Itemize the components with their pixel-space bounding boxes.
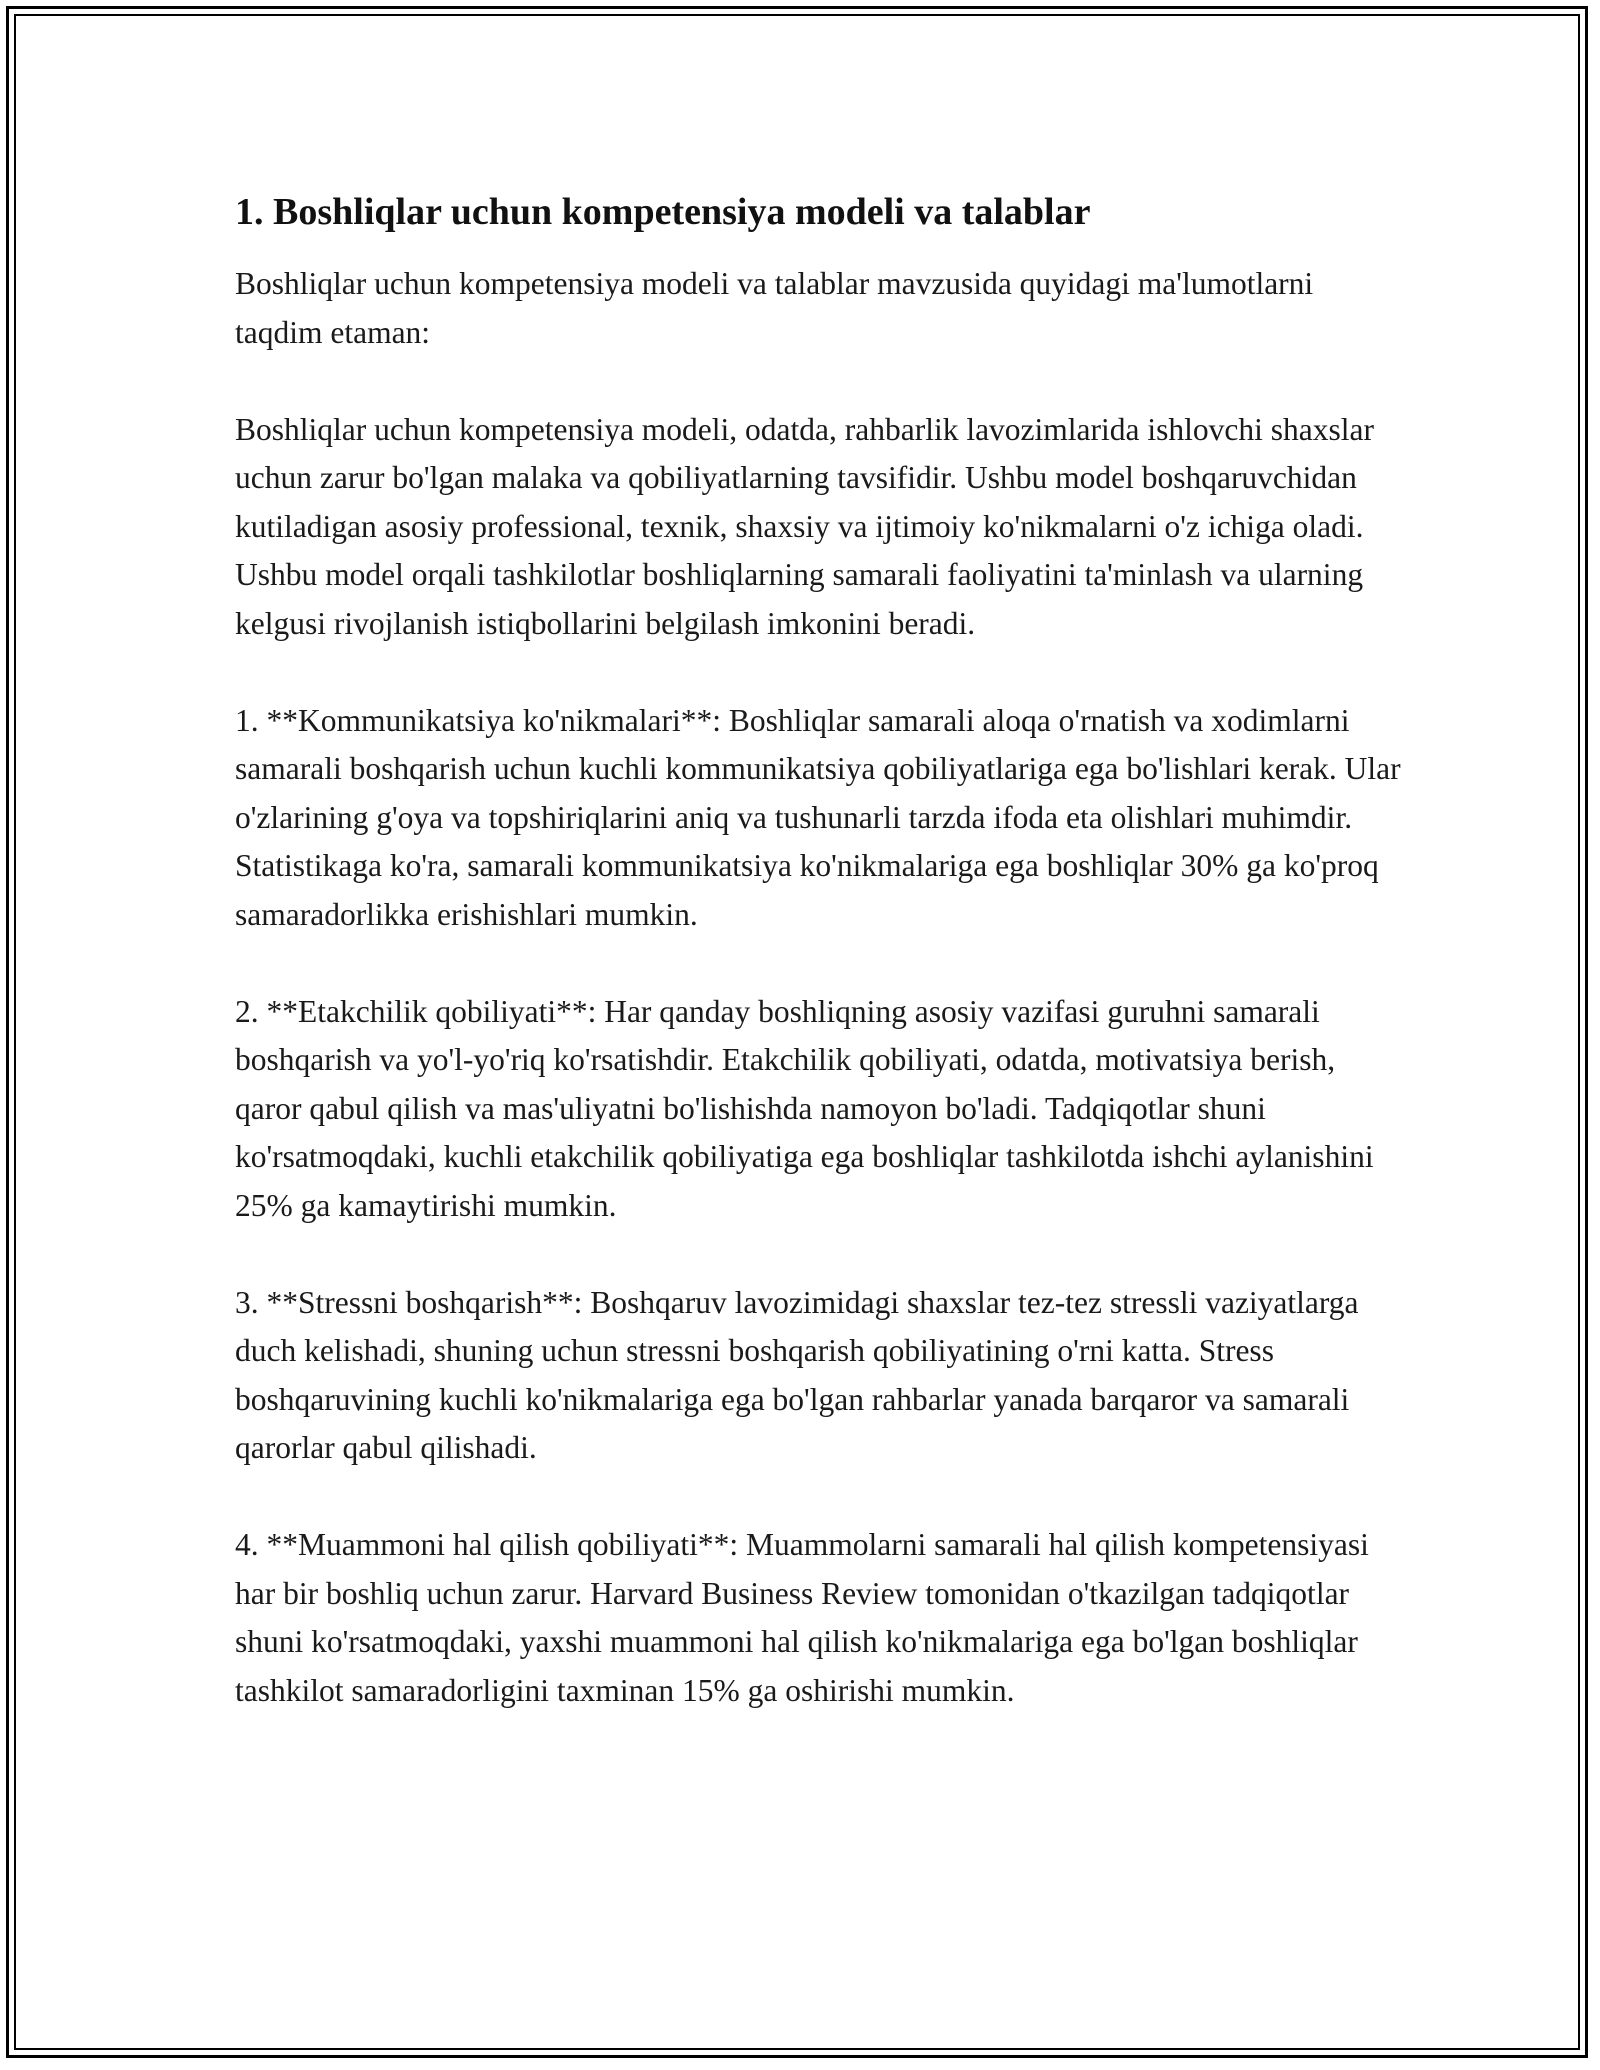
list-item-leadership: 2. **Etakchilik qobiliyati**: Har qanday boshliqning asosiy vazifasi guruhni samarali boshqarish va yo'l-yo'riq ko'rsatishdir. Etakchilik qobiliyati, odatda, motivatsiya berish, qaror qabul qilish va mas'uliyatni bo'lishishda namoyon bo'ladi. Tadqiqotlar shuni ko'rsatmoqdaki, kuchli etakchilik qobiliyatiga ega boshliqlar tashkilotda ishchi aylanishini 25% ga kamaytirishi mumkin.	[235, 993, 1374, 1223]
list-item-problem-solving: 4. **Muammoni hal qilish qobiliyati**: Muammolarni samarali hal qilish kompetensiyasi har bir boshliq uchun zarur. Harvard Business Review tomonidan o'tkazilgan tadqiqotlar shuni ko'rsatmoqdaki, yaxshi muammoni hal qilish ko'nikmalariga ega bo'lgan boshliqlar tashkilot samaradorligini taxminan 15% ga oshirishi mumkin.	[235, 1527, 1369, 1708]
list-item-stress-management: 3. **Stressni boshqarish**: Boshqaruv lavozimidagi shaxslar tez-tez stressli vaziyatlarga duch kelishadi, shuning uchun stressni boshqarish qobiliyatining o'rni katta. Stress boshqaruvining kuchli ko'nikmalariga ega bo'lgan rahbarlar yanada barqaror va samarali qarorlar qabul qilishadi.	[235, 1284, 1359, 1465]
document-title: 1. Boshliqlar uchun kompetensiya modeli va talablar	[235, 191, 1091, 233]
intro-paragraph: Boshliqlar uchun kompetensiya modeli va talablar mavzusida quyidagi ma'lumotlarni taqdim etaman:	[235, 266, 1314, 350]
definition-paragraph: Boshliqlar uchun kompetensiya modeli, odatda, rahbarlik lavozimlarida ishlovchi shaxslar uchun zarur bo'lgan malaka va qobiliyatlarning tavsifidir. Ushbu model boshqaruvchidan kutiladigan asosiy professional, texnik, shaxsiy va ijtimoiy ko'nikmalarni o'z ichiga oladi. Ushbu model orqali tashkilotlar boshliqlarning samarali faoliyatini ta'minlash va ularning kelgusi rivojlanish istiqbollarini belgilash imkonini beradi.	[235, 411, 1374, 641]
list-item-communication: 1. **Kommunikatsiya ko'nikmalari**: Boshliqlar samarali aloqa o'rnatish va xodimlarni samarali boshqarish uchun kuchli kommunikatsiya qobiliyatlariga ega bo'lishlari kerak. Ular o'zlarining g'oya va topshiriqlarini aniq va tushunarli tarzda ifoda eta olishlari muhimdir. Statistikaga ko'ra, samarali kommunikatsiya ko'nikmalariga ega boshliqlar 30% ga ko'proq samaradorlikka erishishlari mumkin.	[235, 702, 1401, 932]
document-body	[235, 188, 1405, 1764]
